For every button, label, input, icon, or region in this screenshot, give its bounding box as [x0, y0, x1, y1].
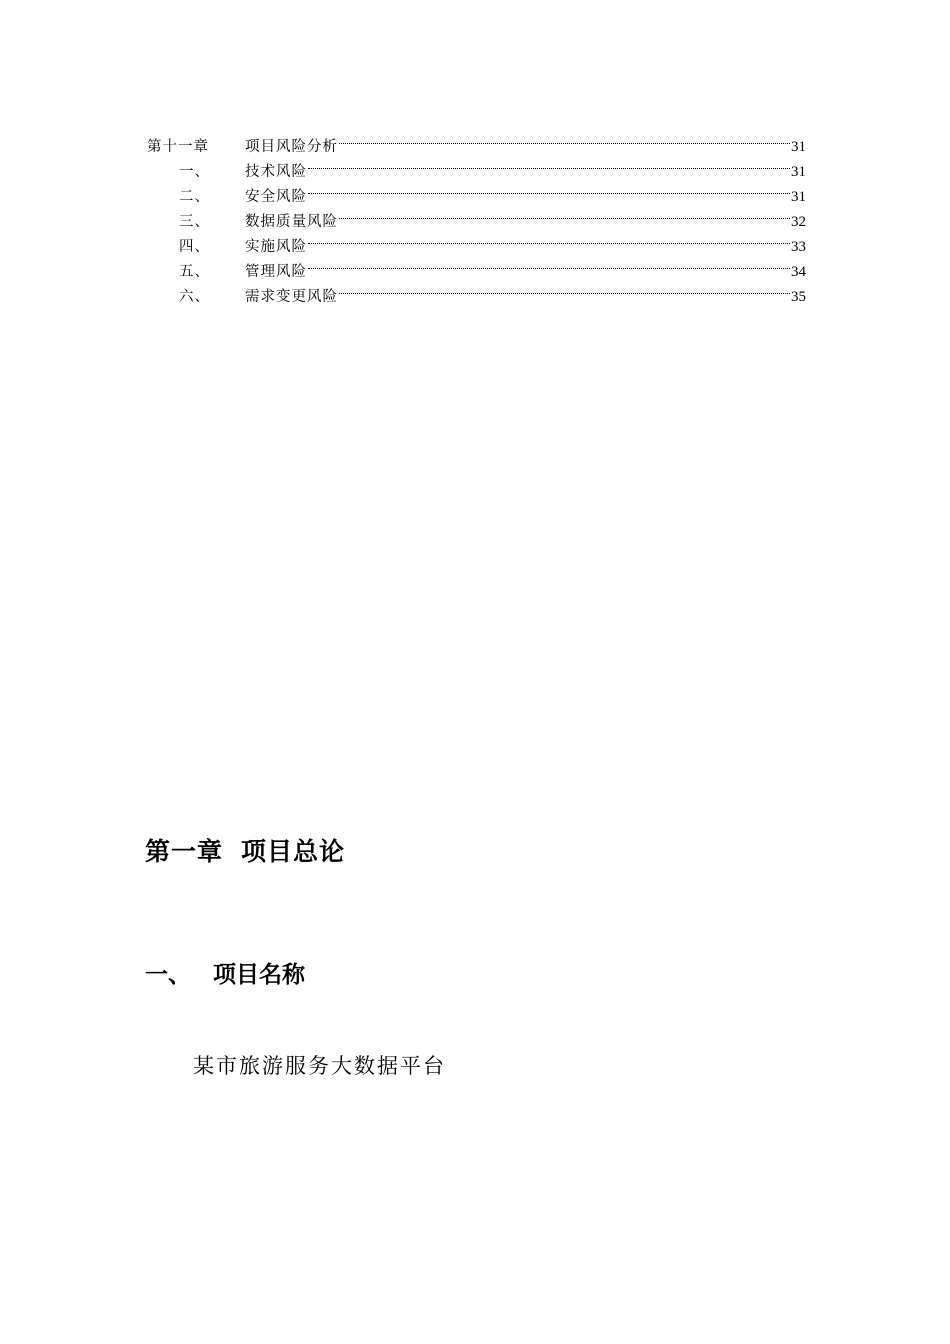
toc-entry-title: 需求变更风险: [245, 289, 338, 305]
section-number: 一、: [145, 962, 191, 988]
toc-dot-leader: [338, 276, 791, 301]
section-title: 项目名称: [213, 962, 305, 988]
toc-dot-leader: [338, 201, 791, 226]
toc-entry-number: 三、: [179, 214, 210, 230]
toc-entry-page: 31: [791, 139, 806, 155]
toc-dot-leader: [307, 151, 791, 176]
toc-entry-number: 第十一章: [147, 139, 209, 155]
chapter-heading: [145, 832, 345, 868]
toc-entry-title: 技术风险: [245, 164, 307, 180]
section-heading: [145, 956, 305, 989]
chapter-label: 第一章: [145, 837, 224, 866]
toc-dot-leader: [307, 226, 791, 251]
toc-entry-number: 四、: [179, 239, 210, 255]
toc-entry-title: 数据质量风险: [245, 214, 338, 230]
toc-entry-page: 34: [791, 264, 806, 280]
toc-entry-title: 项目风险分析: [245, 139, 338, 155]
toc-entry-number: 五、: [179, 264, 210, 280]
project-name-text: 某市旅游服务大数据平台: [193, 1054, 446, 1078]
table-of-contents: [147, 126, 806, 305]
toc-entry-number: 二、: [179, 189, 210, 205]
toc-dot-leader: [307, 251, 791, 276]
toc-entry-title: 管理风险: [245, 264, 307, 280]
toc-entry-number: 六、: [179, 289, 210, 305]
toc-entry-chapter-11[interactable]: [147, 126, 806, 155]
toc-entry-page: 31: [791, 189, 806, 205]
toc-dot-leader: [338, 126, 791, 151]
toc-entry-page: 31: [791, 164, 806, 180]
toc-entry-title: 实施风险: [245, 239, 307, 255]
toc-entry-number: 一、: [179, 164, 210, 180]
toc-entry-page: 32: [791, 214, 806, 230]
toc-entry-page: 35: [791, 289, 806, 305]
toc-dot-leader: [307, 176, 791, 201]
toc-entry-title: 安全风险: [245, 189, 307, 205]
chapter-title: 项目总论: [241, 837, 346, 866]
toc-entry-page: 33: [791, 239, 806, 255]
